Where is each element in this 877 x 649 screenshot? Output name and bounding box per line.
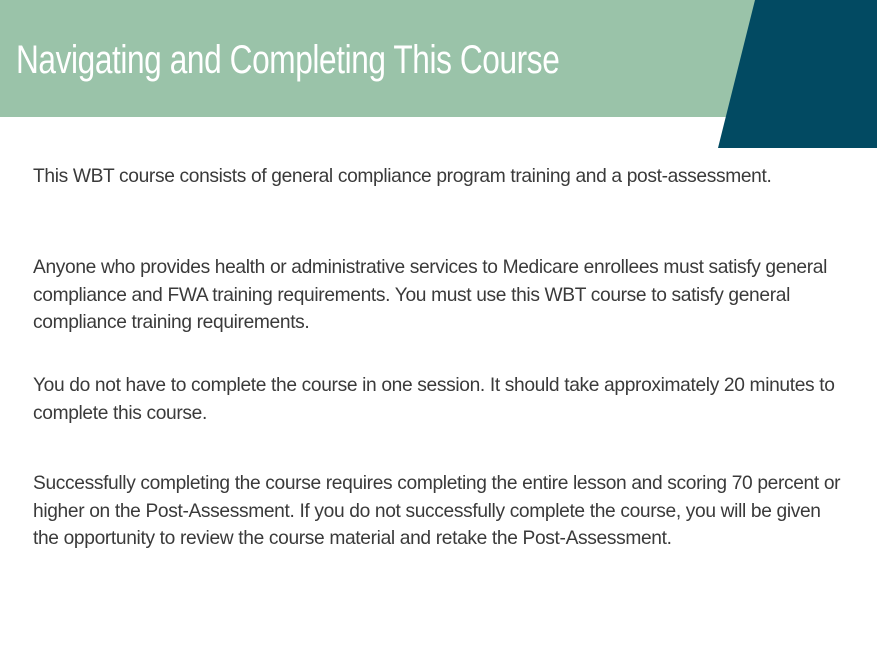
paragraph-training-requirements: Anyone who provides health or administrative services to Medicare enrollees must satisfy general compliance and FWA training requirements. You must use this WBT course to satisfy general compliance training requirements. (33, 257, 827, 333)
paragraph-course-overview: This WBT course consists of general compliance program training and a post-assessment. (33, 166, 772, 187)
paragraph-completion-criteria: Successfully completing the course requires completing the entire lesson and scoring 70 percent or higher on the Post-Assessment. If you do not successfully complete the course, you will be given the opportunity to review the course material and retake the Post-Assessment. (33, 473, 841, 549)
paragraph-course-duration: You do not have to complete the course in one session. It should take approximately 20 minutes to complete this course. (33, 375, 835, 424)
slide-title: Navigating and Completing This Course (16, 38, 560, 82)
